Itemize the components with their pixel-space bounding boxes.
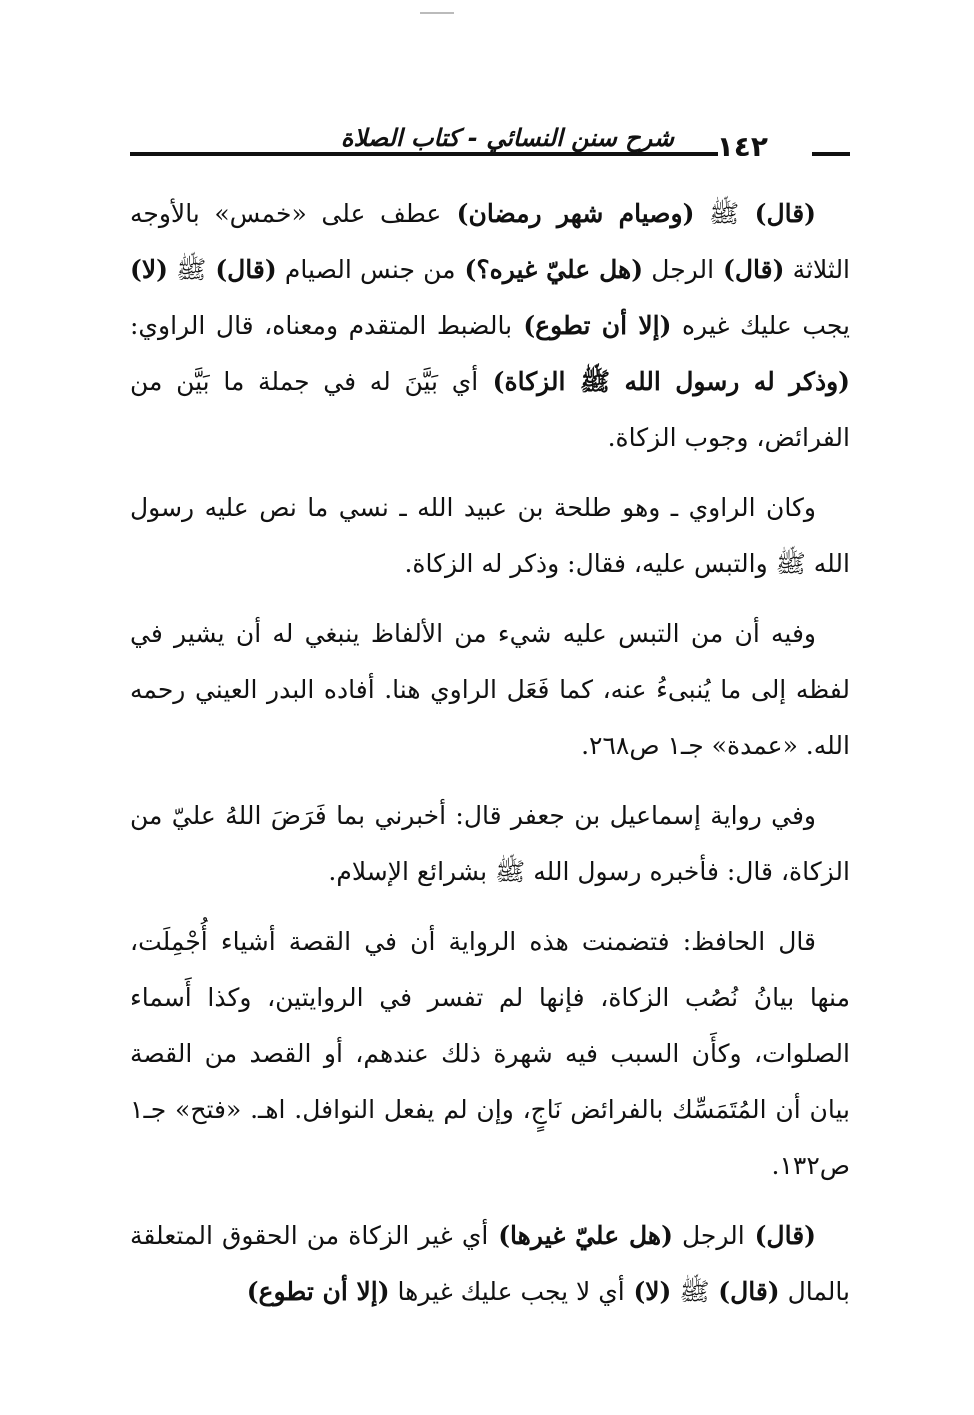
header-rule: [130, 152, 718, 156]
commentary-text: الرجل: [643, 255, 715, 284]
paragraph: [130, 1208, 850, 1320]
commentary-text: وفيه أن من التبس عليه شيء من الألفاظ ينبغي له أن يشير في لفظه إلى ما يُنبىءُ عنه، كما فَعَل الراوي هنا. أفاده البدر العيني رحمه الله. «عمدة» جـ١ ص٢٦٨.: [130, 619, 850, 760]
running-title: شرح سنن النسائي - كتاب الصلاة: [340, 124, 674, 152]
commentary-text: من جنس الصيام: [276, 255, 456, 284]
commentary-text: أي بَيَّنَ له في جملة ما بَيَّن من الفرائض، وجوب الزكاة.: [130, 367, 850, 452]
commentary-text: أي لا يجب عليك غيرها: [389, 1277, 625, 1306]
commentary-text: قال الحافظ: فتضمنت هذه الرواية أن في القصة أشياء أُجْمِلَت، منها بيانُ نُصُب الزكاة، فإنها لم تفسر في الروايتين، وكذا أَسماء الصلوات، وكأَن السبب فيه شهرة ذلك عندهم، أو القصد من القصة بيان أن المُتَمَسِّك بالفرائض نَاجٍ، وإن لم يفعل النوافل. اهـ. «فتح» جـ١ ص١٣٢.: [130, 927, 850, 1180]
quoted-text: (هل عليّ غيرها): [488, 1221, 673, 1250]
commentary-text: يجب عليك غيره: [671, 311, 850, 340]
paragraph: [130, 788, 850, 900]
quoted-text: (إلا أن تطوع): [246, 1277, 390, 1306]
quoted-text: (قال): [744, 1221, 816, 1250]
quoted-text: (لا): [130, 255, 168, 284]
quoted-text: (قال): [739, 199, 817, 228]
commentary-text: ﷺ: [167, 255, 207, 284]
page-body: [130, 186, 850, 1334]
scan-mark: [420, 12, 454, 14]
paragraph: [130, 186, 850, 466]
header-rule-short: [812, 152, 850, 156]
quoted-text: (هل عليّ غيره؟): [455, 255, 644, 284]
quoted-text: (قال): [714, 255, 785, 284]
commentary-text: وفي رواية إسماعيل بن جعفر قال: أخبرني بما فَرَضَ اللهُ عليّ من الزكاة، قال: فأخبره رسول الله ﷺ بشرائع الإسلام.: [130, 801, 850, 886]
quoted-text: (لا): [624, 1277, 672, 1306]
page-header: [130, 118, 850, 163]
paragraph: [130, 914, 850, 1194]
commentary-text: وكان الراوي ـ وهو طلحة بن عبيد الله ـ نسي ما نص عليه رسول الله ﷺ والتبس عليه، فقال: وذكر له الزكاة.: [130, 493, 850, 578]
quoted-text: (وذكر له رسول الله ﷺ الزكاة): [478, 367, 850, 396]
quoted-text: (قال): [206, 255, 277, 284]
paragraph: [130, 480, 850, 592]
page-number: ١٤٢: [716, 130, 768, 163]
commentary-text: عطف على «خمس» بالأوجه الثلاثة: [130, 199, 851, 284]
commentary-text: بالضبط المتقدم ومعناه، قال الراوي:: [130, 311, 513, 340]
quoted-text: (قال): [709, 1277, 780, 1306]
paragraph: [130, 606, 850, 774]
commentary-text: ﷺ: [671, 1277, 710, 1306]
commentary-text: الرجل: [672, 1221, 745, 1250]
commentary-text: أي غير الزكاة من الحقوق المتعلقة بالمال: [130, 1221, 850, 1306]
commentary-text: ﷺ: [694, 199, 740, 228]
quoted-text: (إلا أن تطوع): [512, 311, 672, 340]
quoted-text: (وصيام شهر رمضان): [441, 199, 695, 228]
